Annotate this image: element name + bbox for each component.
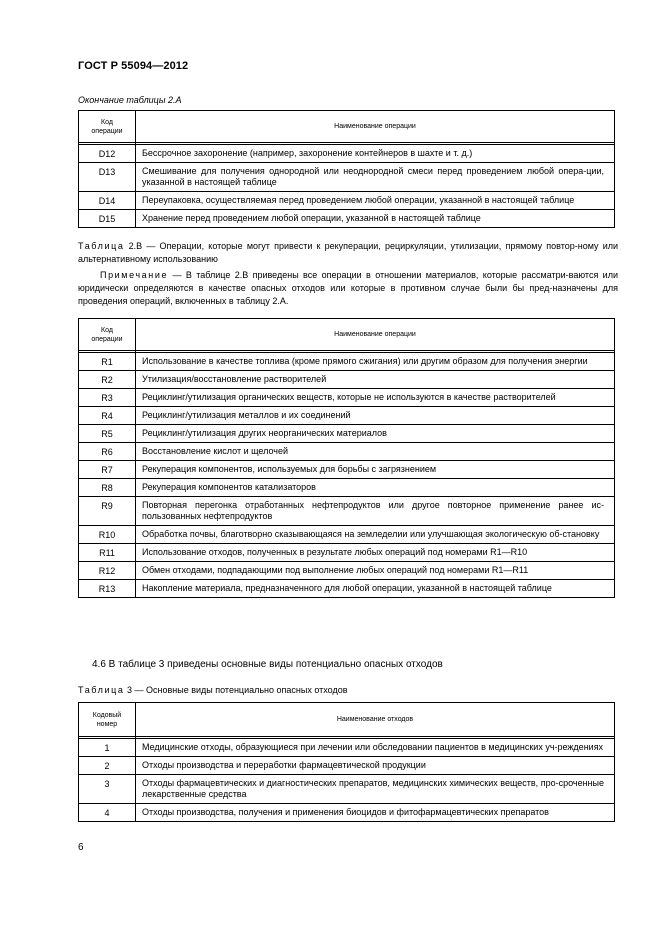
row-text: Повторная перегонка отработанных нефтепродуктов или другое повторное применение ранее ис-пользованных нефтепродуктов	[136, 497, 615, 526]
row-code: D13	[79, 163, 136, 192]
table-header-row	[79, 703, 615, 737]
table-2b-caption	[78, 240, 618, 266]
row-text: Утилизация/восстановление растворителей	[136, 371, 615, 389]
row-text: Накопление материала, предназначенного для любой операции, указанной в настоящей таблице	[136, 580, 615, 598]
column-header-name: Наименование операции	[136, 111, 615, 143]
row-code: R3	[79, 389, 136, 407]
column-header-code	[79, 111, 136, 143]
row-text: Рециклинг/утилизация металлов и их соединений	[136, 407, 615, 425]
table-row	[79, 804, 615, 822]
table-row	[79, 757, 615, 775]
table-2a	[78, 110, 615, 228]
row-code: R7	[79, 461, 136, 479]
row-code: 3	[79, 775, 136, 804]
row-code: R12	[79, 562, 136, 580]
table-row	[79, 192, 615, 210]
table-label: Таблица	[78, 241, 125, 251]
column-header-code-line1: Кодовый	[92, 711, 122, 719]
table-row	[79, 497, 615, 526]
column-header-code-line1: Код	[101, 118, 113, 126]
row-text: Рекуперация компонентов, используемых для борьбы с загрязнением	[136, 461, 615, 479]
column-header-code-line2: операции	[91, 127, 123, 135]
row-text: Отходы фармацевтических и диагностических препаратов, медицинских химических веществ, про-сроченные лекарственные средства	[136, 775, 615, 804]
row-code: D15	[79, 210, 136, 228]
column-header-name: Наименование отходов	[136, 703, 615, 737]
table-header-row	[79, 319, 615, 351]
section-4-6-text: 4.6 В таблице 3 приведены основные виды потенциально опасных отходов	[92, 659, 443, 670]
table-row	[79, 580, 615, 598]
document-header: ГОСТ Р 55094—2012	[78, 60, 189, 72]
table-label: Таблица	[78, 685, 125, 695]
row-text: Отходы производства и переработки фармацевтической продукции	[136, 757, 615, 775]
column-header-code	[79, 319, 136, 351]
row-text: Использование отходов, полученных в результате любых операций под номерами R1—R10	[136, 544, 615, 562]
column-header-code-line2: операции	[91, 335, 123, 343]
table-2b	[78, 318, 615, 598]
table-header-row	[79, 111, 615, 143]
table-title: 2.В — Операции, которые могут привести к рекуперации, рециркуляции, утилизации, прямому повтор-ному или альтернативному использованию	[78, 241, 618, 264]
row-text: Рециклинг/утилизация органических веществ, которые не используются в качестве растворителей	[136, 389, 615, 407]
row-code: D14	[79, 192, 136, 210]
row-code: R11	[79, 544, 136, 562]
table-row	[79, 775, 615, 804]
row-code: R6	[79, 443, 136, 461]
row-text: Рекуперация компонентов катализаторов	[136, 479, 615, 497]
column-header-code-line1: Код	[101, 326, 113, 334]
row-code: 1	[79, 739, 136, 757]
table-row	[79, 353, 615, 371]
column-header-name: Наименование операции	[136, 319, 615, 351]
row-code: R4	[79, 407, 136, 425]
row-code: R8	[79, 479, 136, 497]
table-row	[79, 163, 615, 192]
row-text: Отходы производства, получения и применения биоцидов и фитофармацевтических препаратов	[136, 804, 615, 822]
table-2b-note	[78, 269, 618, 308]
row-code: R1	[79, 353, 136, 371]
table-title: 3 — Основные виды потенциально опасных отходов	[124, 685, 348, 695]
row-code: R13	[79, 580, 136, 598]
table-row	[79, 479, 615, 497]
table-row	[79, 210, 615, 228]
note-text: — В таблице 2.В приведены все операции в отношении материалов, которые рассматри-ваются или юридически определяются в качестве опасных отходов или которые в противном случае были бы пред-назначены для проведения операций, включенных в таблицу 2.А.	[78, 270, 618, 306]
table-row	[79, 526, 615, 544]
row-text: Переупаковка, осуществляемая перед проведением любой операции, указанной в настоящей таблице	[136, 192, 615, 210]
row-text: Медицинские отходы, образующиеся при лечении или обследовании пациентов в медицинских уч-реждениях	[136, 739, 615, 757]
table-row	[79, 407, 615, 425]
table-row	[79, 371, 615, 389]
table-row	[79, 739, 615, 757]
row-text: Рециклинг/утилизация других неорганических материалов	[136, 425, 615, 443]
row-text: Использование в качестве топлива (кроме прямого сжигания) или другим образом для получения энергии	[136, 353, 615, 371]
row-code: R5	[79, 425, 136, 443]
table-row	[79, 562, 615, 580]
table-3	[78, 702, 615, 822]
row-code: R9	[79, 497, 136, 526]
page-number: 6	[78, 842, 84, 853]
table-row	[79, 389, 615, 407]
row-text: Восстановление кислот и щелочей	[136, 443, 615, 461]
row-text: Обработка почвы, благотворно сказывающаяся на земледелии или улучшающая экологическую об-становку	[136, 526, 615, 544]
row-text: Хранение перед проведением любой операции, указанной в настоящей таблице	[136, 210, 615, 228]
note-label: Примечание	[100, 270, 169, 280]
table-3-caption	[78, 685, 348, 695]
table-2a-caption: Окончание таблицы 2.А	[78, 95, 182, 105]
table-row	[79, 461, 615, 479]
table-row	[79, 443, 615, 461]
row-text: Обмен отходами, подпадающими под выполнение любых операций под номерами R1—R11	[136, 562, 615, 580]
row-code: 2	[79, 757, 136, 775]
row-code: R10	[79, 526, 136, 544]
row-code: D12	[79, 145, 136, 163]
row-text: Смешивание для получения однородной или неоднородной смеси перед проведением любой опера-ции, указанной в настоящей таблице	[136, 163, 615, 192]
column-header-code-line2: номер	[96, 720, 118, 728]
column-header-code	[79, 703, 136, 737]
table-row	[79, 145, 615, 163]
row-code: 4	[79, 804, 136, 822]
row-code: R2	[79, 371, 136, 389]
row-text: Бессрочное захоронение (например, захоронение контейнеров в шахте и т. д.)	[136, 145, 615, 163]
table-row	[79, 425, 615, 443]
table-row	[79, 544, 615, 562]
